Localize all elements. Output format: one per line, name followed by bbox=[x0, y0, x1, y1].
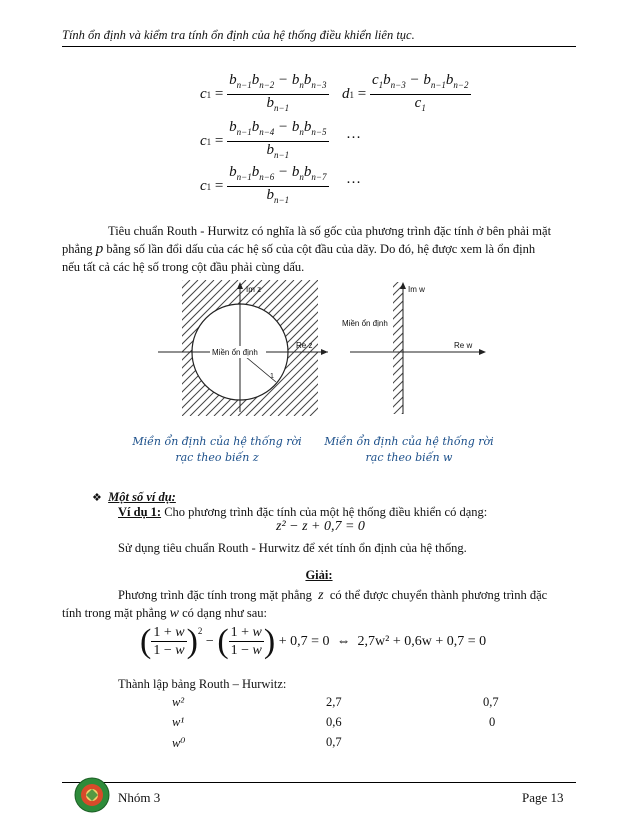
footer-page: Page 13 bbox=[522, 790, 564, 805]
ellipsis-2: … bbox=[346, 171, 361, 187]
equivalence-arrow: ⇔ bbox=[336, 633, 351, 649]
routh-row-power: w² bbox=[172, 695, 185, 709]
routh-row-col2: 0,7 bbox=[483, 695, 499, 709]
label-region-z: Miền ổn định bbox=[212, 348, 258, 357]
solution-heading: Giải: bbox=[305, 568, 333, 582]
transformed-equation: ( $\frac{1 + w}{1 - w}$ ) $^2$ − ( $\frac{1 + w}{1 - w}$ ) + 0,7 = 0 ⇔ 2,7w² + 0,6w + 0,7 = 0 bbox=[140, 622, 487, 660]
page-header: Tính ổn định và kiểm tra tính ổn định của hệ thống điều khiển liên tục. bbox=[62, 28, 415, 42]
label-re-z: Re z bbox=[296, 341, 313, 350]
formula-c1-a: c 1 = $\frac{b_{n-1}b_{n-2} - b_nb_{n-3}}{b_{n-1}}$ bbox=[200, 72, 327, 113]
stability-diagram bbox=[150, 280, 490, 416]
routh-row-col2: 0 bbox=[489, 715, 496, 729]
diamond-bullet-icon: ❖ bbox=[92, 492, 102, 504]
formula-c1-b: c 1 = $\frac{b_{n-1}b_{n-4} - b_nb_{n-5}}{b_{n-1}}$ bbox=[200, 119, 327, 160]
routh-table-intro: Thành lập bảng Routh – Hurwitz: bbox=[118, 677, 287, 691]
solution-line-1: Phương trình đặc tính trong mặt phẳng z có thể được chuyển thành phương trình đặc bbox=[118, 588, 548, 603]
footer-group: Nhóm 3 bbox=[118, 790, 161, 805]
footer-divider bbox=[62, 782, 576, 783]
label-region-w: Miền ổn định bbox=[342, 319, 388, 328]
label-im-z: Im z bbox=[246, 285, 262, 294]
routh-row-col1: 0,7 bbox=[326, 735, 342, 749]
routh-row-power: w¹ bbox=[172, 715, 185, 729]
paragraph-line-3: nếu tất cả các hệ số trong cột đầu phải cùng dấu. bbox=[62, 260, 305, 274]
equation-z: z² − z + 0,7 = 0 bbox=[276, 519, 365, 534]
right-hatch bbox=[390, 280, 406, 416]
label-re-w: Re w bbox=[454, 341, 473, 350]
label-radius: 1 bbox=[270, 373, 274, 380]
routh-row-col1: 0,6 bbox=[326, 715, 342, 729]
caption-right: Miền ổn định của hệ thống rời rạc theo biến w bbox=[324, 435, 494, 464]
routh-row-power: w⁰ bbox=[172, 736, 186, 750]
label-im-w: Im w bbox=[408, 285, 425, 294]
paragraph-line-1: Tiêu chuẩn Routh - Hurwitz có nghĩa là số gốc của phương trình đặc tính ở bên phải mặt bbox=[108, 224, 552, 238]
example-instruction: Sử dụng tiêu chuẩn Routh - Hurwitz để xét tính ổn định của hệ thống. bbox=[118, 541, 467, 555]
university-logo-icon bbox=[74, 777, 110, 813]
solution-line-2: tính trong mặt phẳng w có dạng như sau: bbox=[62, 606, 267, 621]
paragraph-line-2: phẳng p bằng số lần đổi dấu của các hệ số của cột đầu của dãy. Do đó, hệ được xem là ổn định bbox=[62, 241, 536, 257]
formula-d1: d 1 = $\frac{c_1b_{n-3} - b_{n-1}b_{n-2}}{c_1}$ bbox=[342, 72, 469, 113]
routh-row-col1: 2,7 bbox=[326, 695, 342, 709]
caption-left: Miền ổn định của hệ thống rời rạc theo biến z bbox=[132, 435, 302, 464]
example-1-line: Ví dụ 1: Cho phương trình đặc tính của một hệ thống điều khiển có dạng: bbox=[118, 505, 488, 519]
formula-c1-c: c 1 = $\frac{b_{n-1}b_{n-6} - b_nb_{n-7}}{b_{n-1}}$ bbox=[200, 164, 327, 205]
examples-heading: ❖ Một số ví dụ: bbox=[92, 490, 176, 504]
example-1-label: Ví dụ 1: bbox=[118, 505, 162, 519]
ellipsis-1: … bbox=[346, 126, 361, 142]
equation-w: 2,7w² + 0,6w + 0,7 = 0 bbox=[357, 633, 487, 649]
header-divider bbox=[62, 46, 576, 47]
